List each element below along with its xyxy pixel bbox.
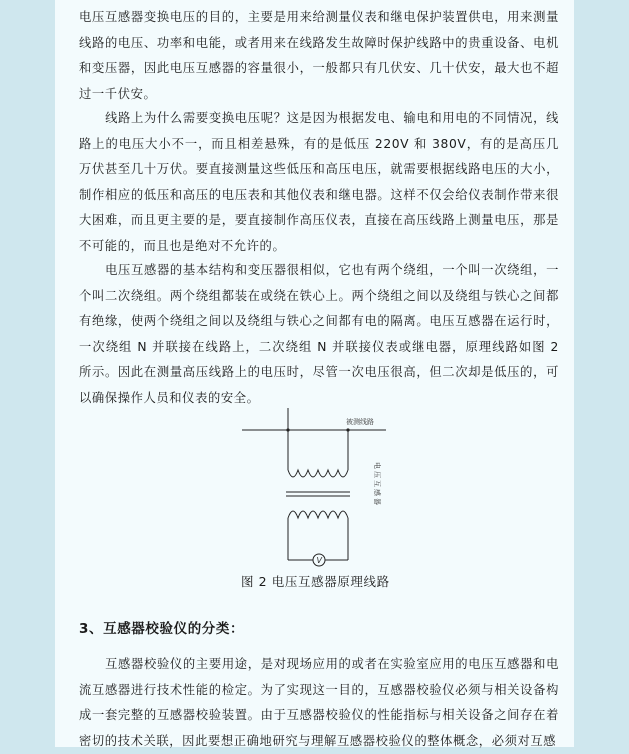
primary-winding <box>288 470 348 477</box>
paragraph-4: 互感器校验仪的主要用途，是对现场应用的或者在实验室应用的电压互感器和电流互感器进行技术性能的检定。为了实现这一目的，互感器校验仪必须与相关设备构成一套完整的互感器校验装置。由于互感器校验仪的性能指标与相关设备之间存在着密切的技术关联，因此要想正确地研究与理解互感器校验仪的整体概念，必须对互感 <box>79 657 559 748</box>
paragraph-1: 电压互感器变换电压的目的，主要是用来给测量仪表和继电保护装置供电，用来测量线路的电压、功率和电能，或者用来在线路发生故障时保护线路中的贵重设备、电机和变压器，因此电压互感器的容量很小，一般都只有几伏安、几十伏安，最大也不超过一千伏安。 <box>79 10 559 101</box>
device-label: 电压互感器 <box>373 462 381 507</box>
section-heading: 3、互感器校验仪的分类： <box>79 621 245 637</box>
paragraph-2: 线路上为什么需要变换电压呢？这是因为根据发电、输电和用电的不同情况，线路上的电压大小不一，而且相差悬殊，有的是低压 220V 和 380V，有的是高压几万伏甚至几十万伏。要直接测量这些低压和高压电压，就需要根据线路电压的大小，制作相应的低压和高压的电压表和其他仪表和继电器。这样不仅会给仪表制作带来很大困难，而且更主要的是，要直接制作高压仪表，直接在高压线路上测量电压，那是不可能的，而且也是绝对不允许的。 <box>79 111 559 253</box>
transformer-circuit-diagram <box>236 400 396 570</box>
voltmeter-label: V <box>316 556 322 565</box>
paragraph-3: 电压互感器的基本结构和变压器很相似，它也有两个绕组，一个叫一次绕组，一个叫二次绕组。两个绕组都装在或绕在铁心上。两个绕组之间以及绕组与铁心之间都有绝缘，使两个绕组之间以及绕组与铁心之间都有电的隔离。电压互感器在运行时，一次绕组 N 并联接在线路上，二次绕组 N 并联接仪表或继电器，原理线路如图 2 所示。因此在测量高压线路上的电压时，尽管一次电压很高，但二次却是低压的，可以确保操作人员和仪表的安全。 <box>79 263 559 405</box>
secondary-winding <box>288 511 348 518</box>
figure-caption: 图 2 电压互感器原理线路 <box>241 574 390 589</box>
measured-line-label: 被测线路 <box>346 418 374 426</box>
